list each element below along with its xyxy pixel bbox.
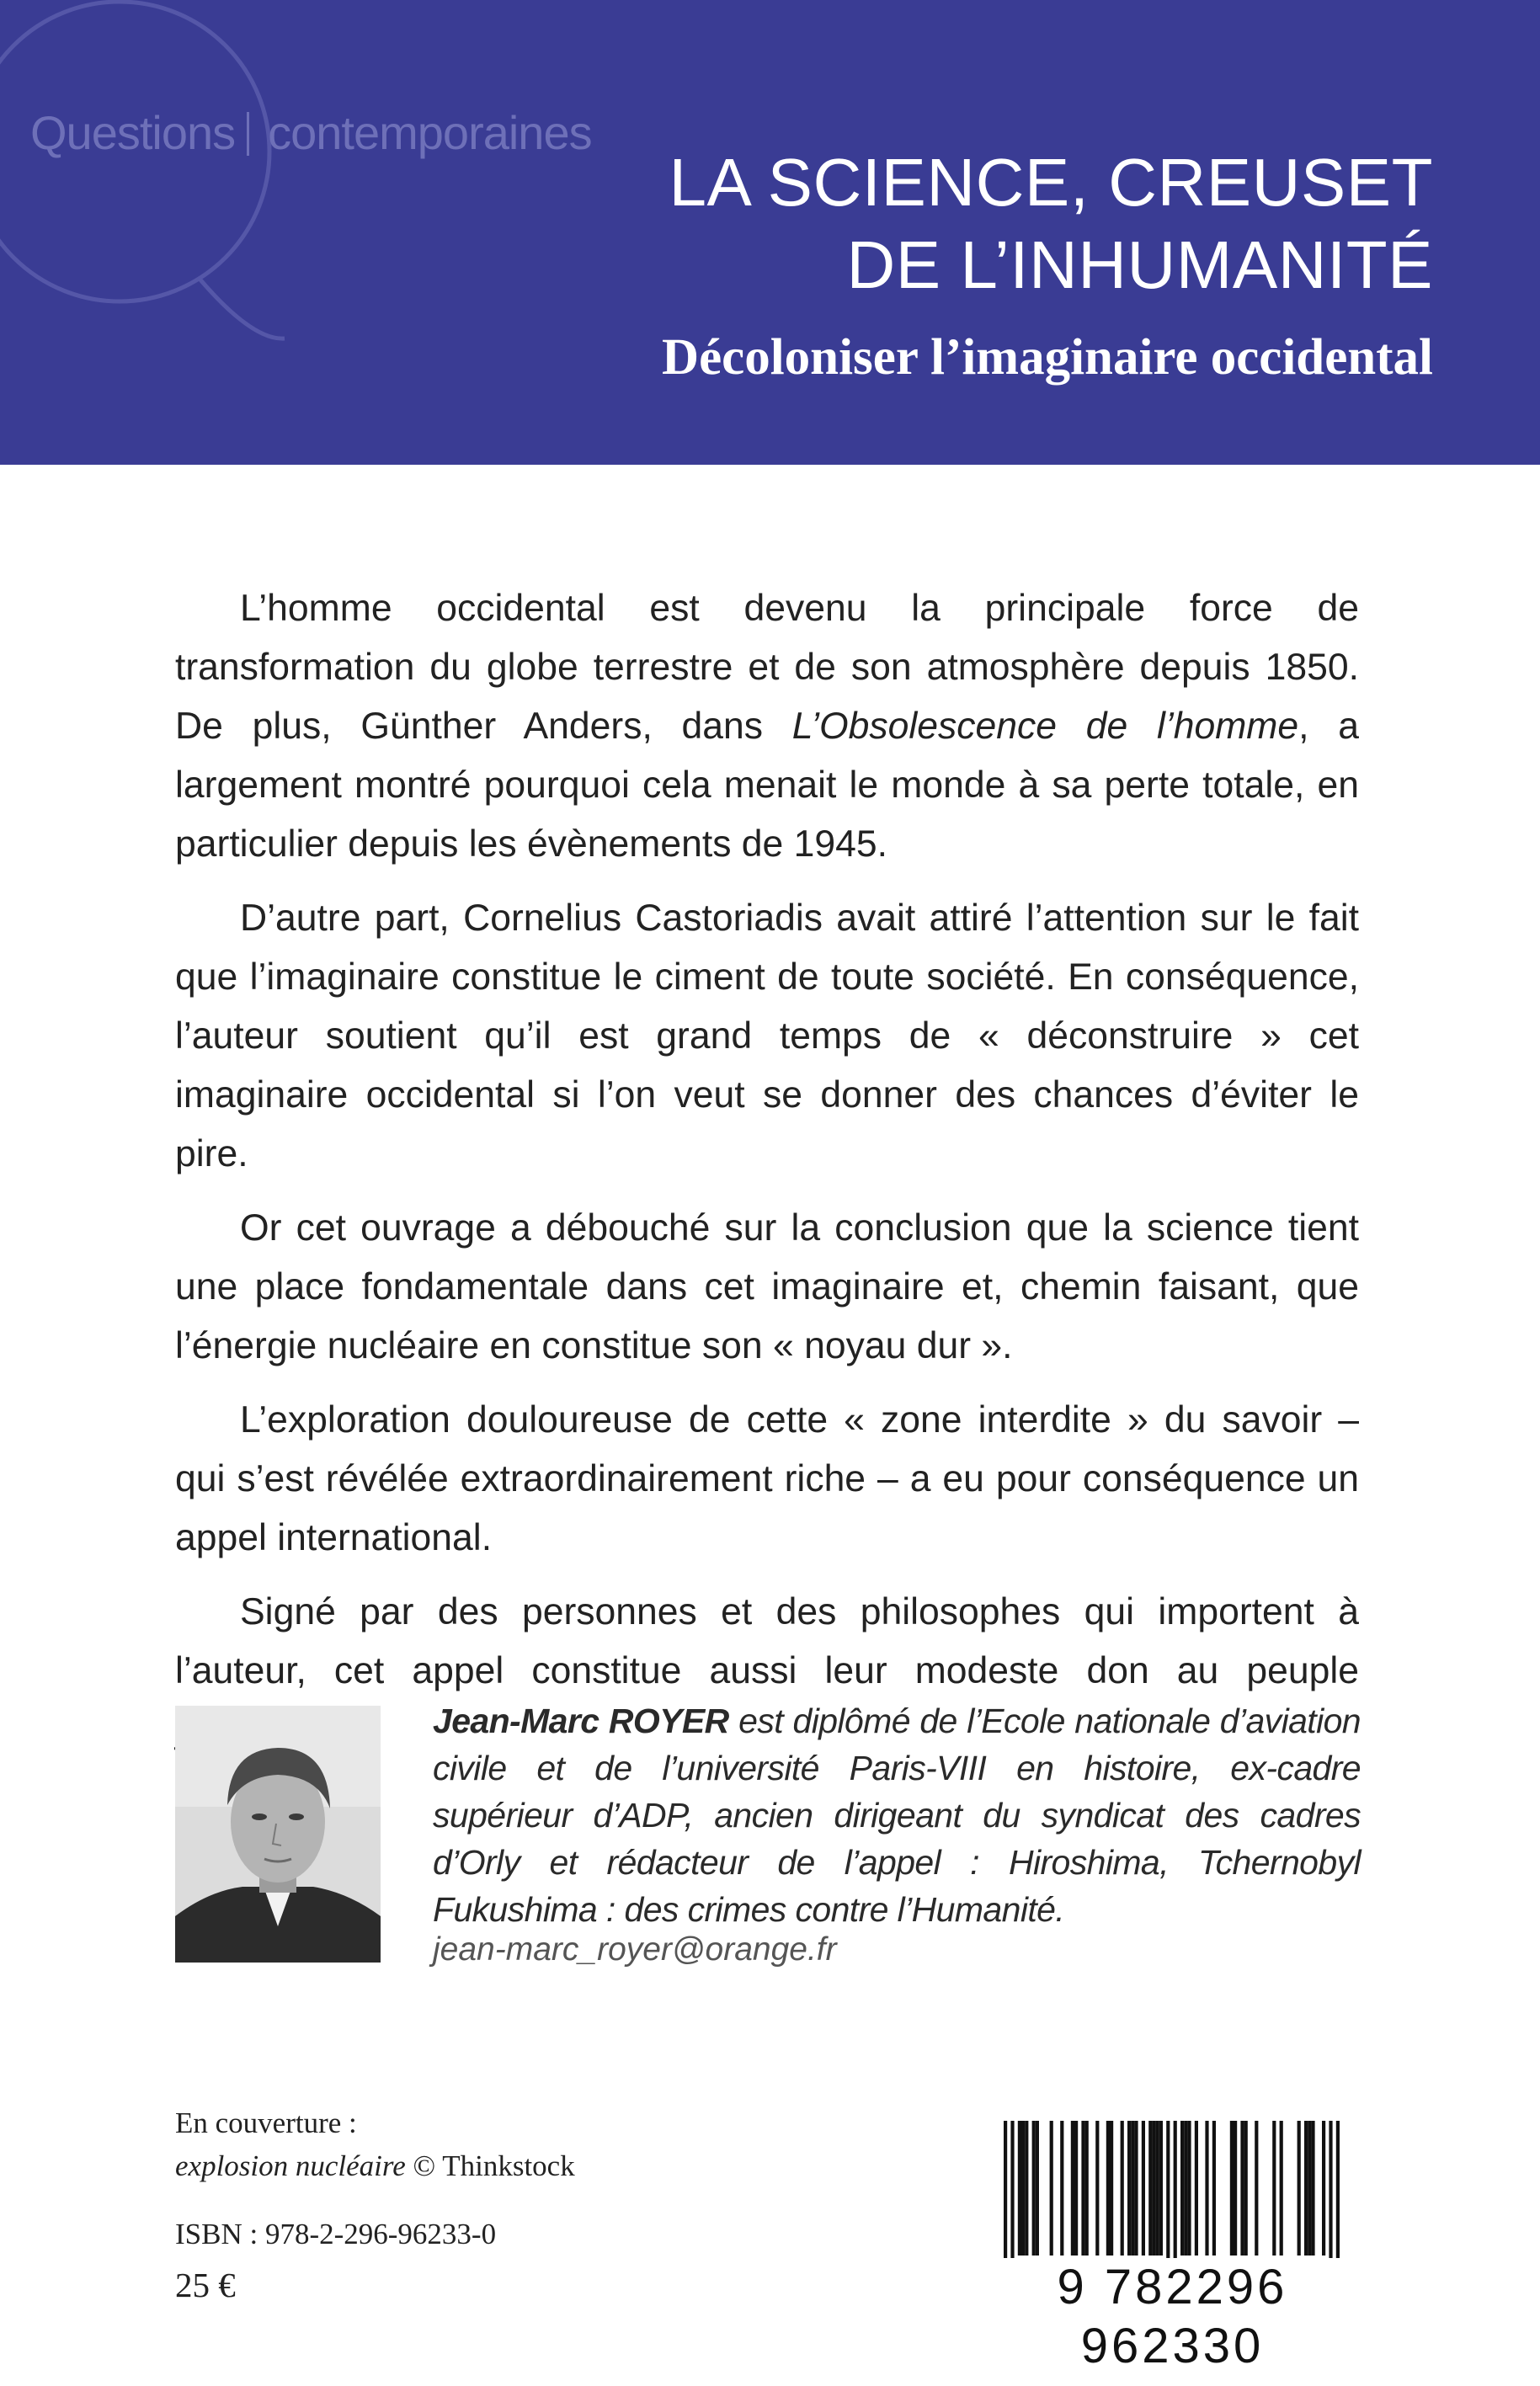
barcode-bar — [1121, 2121, 1124, 2256]
barcode-bar — [1021, 2121, 1025, 2256]
barcode-bar — [1025, 2121, 1028, 2256]
series-word-2: contemporaines — [268, 106, 592, 159]
blurb-p1-book-title: L’Obsolescence de l’homme — [791, 706, 1299, 747]
barcode-bar — [1074, 2121, 1078, 2256]
barcode-bar — [1180, 2121, 1184, 2256]
barcode-bar — [1212, 2121, 1216, 2256]
author-bio-text: est diplômé de l’Ecole nationale d’aviation civile et de l’université Paris-VIII en histoire, ex-cadre supérieur d’ADP, ancien dirigeant du syndicat des cadres d’Orly et rédacteur de l’appel : Hiroshima, Tchernobyl Fukushima : des crimes contre l’Humanité. — [433, 1702, 1361, 1929]
barcode-bar — [1195, 2121, 1198, 2256]
barcode-bar — [1322, 2121, 1325, 2256]
cover-credit-line — [175, 2149, 575, 2182]
barcode-bar — [1240, 2121, 1244, 2256]
barcode-bar — [1110, 2121, 1113, 2256]
barcode-bar — [1159, 2121, 1163, 2256]
barcode-bar — [1205, 2121, 1208, 2256]
blurb-paragraph-1 — [175, 579, 1359, 874]
barcode-bar — [1244, 2121, 1248, 2256]
barcode-bar — [1106, 2121, 1110, 2256]
author-email[interactable]: jean-marc_royer@orange.fr — [433, 1931, 837, 1968]
barcode-bar — [1018, 2121, 1021, 2256]
blurb-p1-start: L’homme occidental est devenu la principale force de transformation du globe terrestre et de son atmosphère depuis 1850. De plus, Günther Anders, dans — [175, 588, 1359, 747]
barcode-bar — [1148, 2121, 1152, 2256]
barcode-bar — [1255, 2121, 1258, 2256]
barcode-bar — [1304, 2121, 1308, 2256]
book-title-line-1: LA SCIENCE, CREUSET — [669, 145, 1433, 220]
barcode-bar — [1060, 2121, 1063, 2256]
author-portrait — [175, 1706, 381, 1963]
barcode-bar — [1036, 2121, 1039, 2256]
barcode-bar — [1184, 2121, 1187, 2256]
header-banner — [0, 0, 1540, 465]
book-subtitle: Décoloniser l’imaginaire occidental — [662, 329, 1433, 386]
barcode-bar — [1234, 2121, 1237, 2256]
back-cover-blurb — [175, 579, 1359, 1760]
barcode-bar — [1071, 2121, 1074, 2256]
barcode-bar — [1085, 2121, 1089, 2256]
cover-credit-source: © Thinkstock — [405, 2149, 575, 2182]
isbn: ISBN : 978-2-296-96233-0 — [175, 2218, 497, 2250]
author-name: Jean-Marc ROYER — [433, 1702, 729, 1740]
barcode-bar — [1134, 2121, 1138, 2256]
price: 25 € — [175, 2266, 236, 2304]
barcode-bar — [1127, 2121, 1131, 2256]
barcode-bar — [1298, 2121, 1301, 2256]
barcode-bar — [1156, 2121, 1159, 2256]
cover-credit-label: En couverture : — [175, 2106, 357, 2139]
blurb-paragraph-3: Or cet ouvrage a débouché sur la conclusion que la science tient une place fondamentale dans cet imaginaire et, chemin faisant, que l’énergie nucléaire en constitue son « noyau dur ». — [175, 1207, 1359, 1366]
barcode-bar — [1095, 2121, 1099, 2256]
barcode-bar — [1230, 2121, 1234, 2256]
author-photo — [175, 1706, 381, 1963]
barcode-bar — [1280, 2121, 1283, 2256]
book-title — [507, 141, 1433, 306]
blurb-paragraph-4: L’exploration douloureuse de cette « zone interdite » du savoir – qui s’est révélée extraordinairement riche – a eu pour conséquence un appel international. — [175, 1399, 1359, 1558]
blurb-paragraph-5: Signé par des personnes et des philosophes qui importent à l’auteur, cet appel constitue aussi leur modeste don au peuple — [175, 1591, 1359, 1691]
barcode-bar — [1152, 2121, 1155, 2256]
series-separator — [247, 112, 249, 156]
barcode-bar — [1311, 2121, 1314, 2256]
barcode-bar — [1131, 2121, 1134, 2256]
author-bio — [433, 1697, 1361, 1933]
barcode-bar — [1308, 2121, 1311, 2256]
barcode-digits: 9 782296 962330 — [987, 2258, 1358, 2317]
barcode-bar — [1187, 2121, 1191, 2256]
series-word-1: Questions — [30, 106, 236, 159]
blurb-paragraph-2: D’autre part, Cornelius Castoriadis avait attiré l’attention sur le fait que l’imaginaire constitue le ciment de toute société. En conséquence, l’auteur soutient qu’il est grand temps de « déconstruire » cet imaginaire occidental si l’on veut se donner des chances d’éviter le pire. — [175, 897, 1359, 1174]
barcode-bar — [1081, 2121, 1084, 2256]
blurb-p1-end: , a largement montré pourquoi cela menait le monde à sa perte totale, en particulier depuis les évènements de 1945. — [175, 706, 1359, 865]
barcode-bar — [1032, 2121, 1036, 2256]
cover-credit-image: explosion nucléaire — [175, 2149, 406, 2182]
cover-credit — [175, 2101, 575, 2187]
barcode-bar — [1272, 2121, 1276, 2256]
book-title-line-2: DE L’INHUMANITÉ — [846, 227, 1433, 302]
barcode-bar — [1142, 2121, 1145, 2256]
barcode-bar — [1050, 2121, 1053, 2256]
series-q-logo — [0, 0, 320, 465]
